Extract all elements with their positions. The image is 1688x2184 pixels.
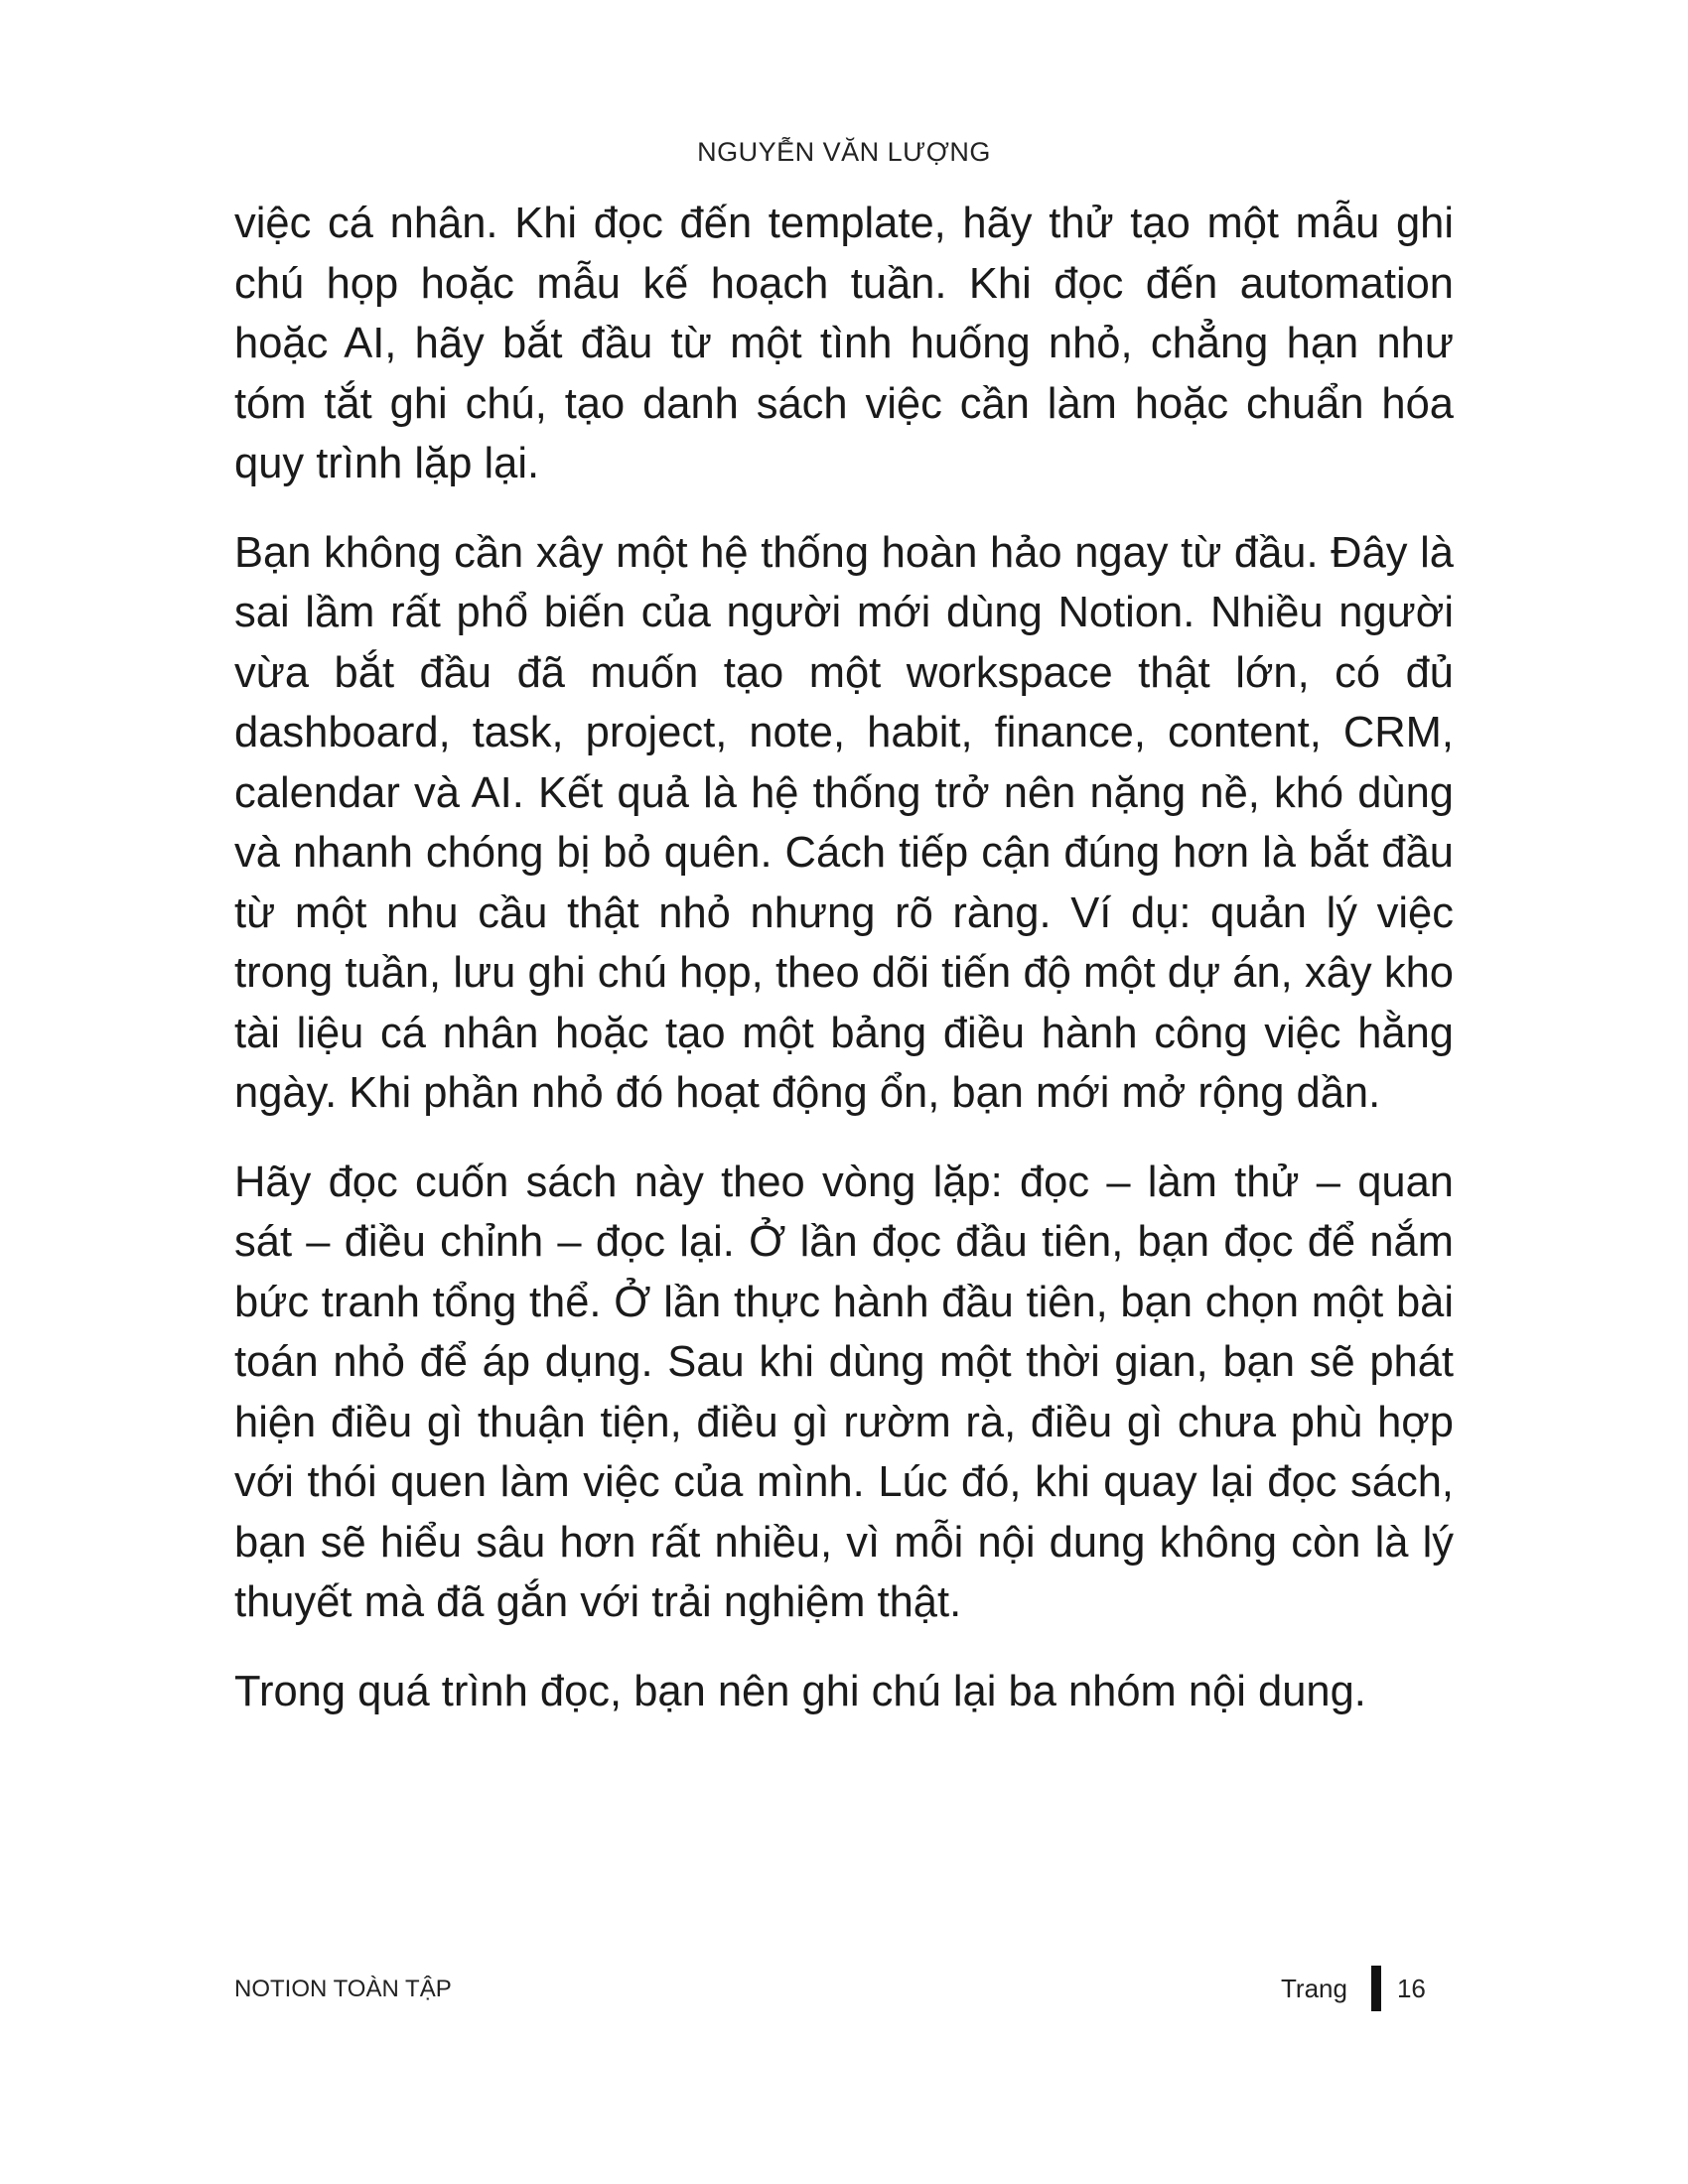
paragraph: Hãy đọc cuốn sách này theo vòng lặp: đọc – làm thử – quan sát – điều chỉnh – đọc lại. Ở lần đọc đầu tiên, bạn đọc để nắm bức tranh tổng thể. Ở lần thực hành đầu tiên, bạn chọn một bài toán nhỏ để áp dụng. Sau khi dùng một thời gian, bạn sẽ phát hiện điều gì thuận tiện, điều gì rườm rà, điều gì chưa phù hợp với thói quen làm việc của mình. Lúc đó, khi quay lại đọc sách, bạn sẽ hiểu sâu hơn rất nhiều, vì mỗi nội dung không còn là lý thuyết mà đã gắn với trải nghiệm thật. bbox=[234, 1158, 1454, 1626]
page-divider-bar bbox=[1371, 1966, 1381, 2011]
paragraph: Bạn không cần xây một hệ thống hoàn hảo ngay từ đầu. Đây là sai lầm rất phổ biến của người mới dùng Notion. Nhiều người vừa bắt đầu đã muốn tạo một workspace thật lớn, có đủ dashboard, task, project, note, habit, finance, content, CRM, calendar và AI. Kết quả là hệ thống trở nên nặng nề, khó dùng và nhanh chóng bị bỏ quên. Cách tiếp cận đúng hơn là bắt đầu từ một nhu cầu thật nhỏ nhưng rõ ràng. Ví dụ: quản lý việc trong tuần, lưu ghi chú họp, theo dõi tiến độ một dự án, xây kho tài liệu cá nhân hoặc tạo một bảng điều hành công việc hằng ngày. Khi phần nhỏ đó hoạt động ổn, bạn mới mở rộng dần. bbox=[234, 528, 1454, 1117]
page-number: 16 bbox=[1396, 1973, 1426, 2003]
paragraph: việc cá nhân. Khi đọc đến template, hãy thử tạo một mẫu ghi chú họp hoặc mẫu kế hoạch tuần. Khi đọc đến automation hoặc AI, hãy bắt đầu từ một tình huống nhỏ, chẳng hạn như tóm tắt ghi chú, tạo danh sách việc cần làm hoặc chuẩn hóa quy trình lặp lại. bbox=[234, 200, 1454, 487]
running-header-author: NGUYỄN VĂN LƯỢNG bbox=[697, 137, 991, 167]
body-text bbox=[234, 194, 1454, 1750]
page-label: Trang bbox=[1281, 1973, 1347, 2003]
paragraph: Trong quá trình đọc, bạn nên ghi chú lại ba nhóm nội dung. bbox=[234, 1667, 1366, 1715]
footer-book-title: NOTION TOÀN TẬP bbox=[234, 1976, 452, 2002]
footer-page-indicator bbox=[1281, 1964, 1426, 2013]
